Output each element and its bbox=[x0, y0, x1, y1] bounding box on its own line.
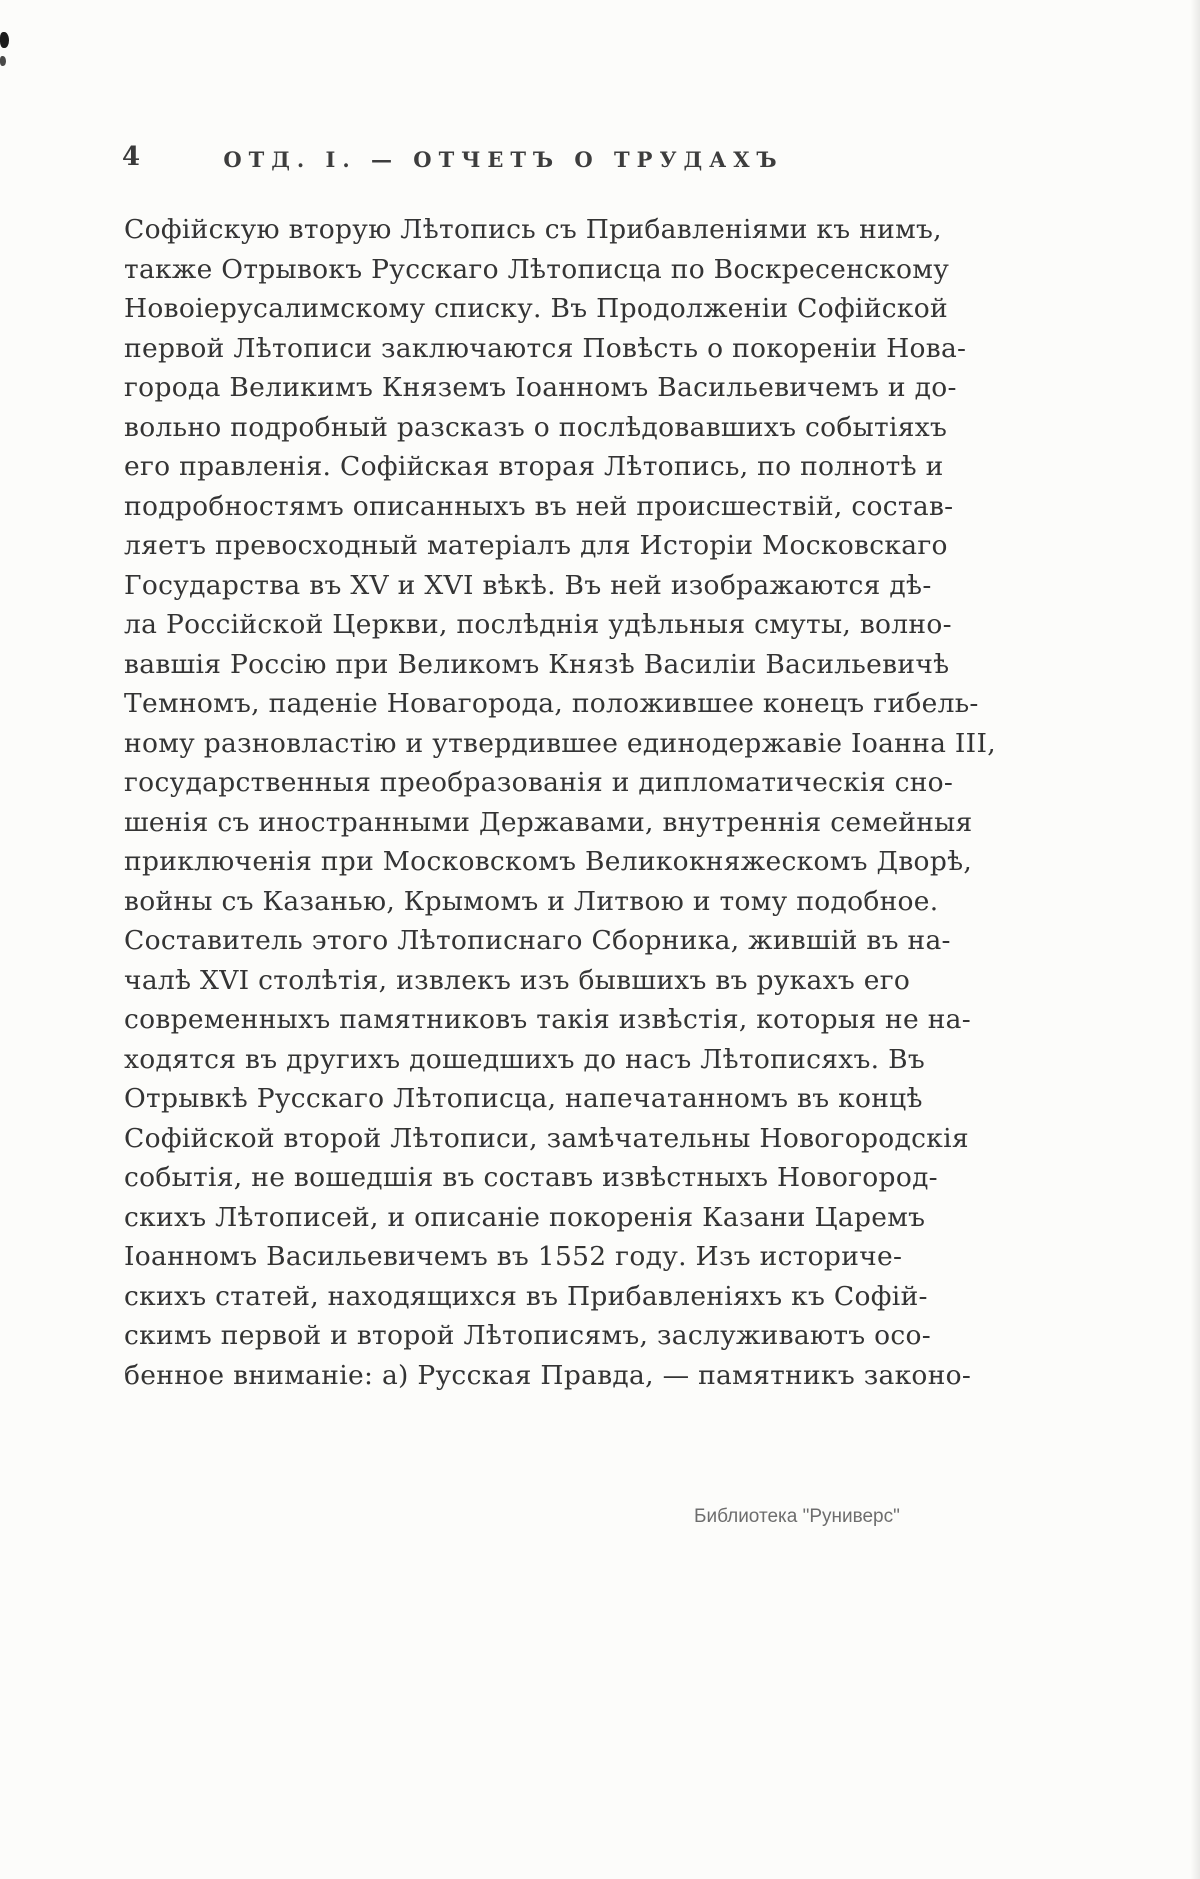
text-line: Государства въ XV и XVI вѣкѣ. Въ ней изображаются дѣ- bbox=[124, 569, 932, 601]
text-line: бенное вниманіе: а) Русская Правда, — памятникъ законо- bbox=[124, 1359, 972, 1391]
library-watermark: Библиотека "Руниверс" bbox=[694, 1506, 900, 1527]
text-line: Составитель этого Лѣтописнаго Сборника, жившій въ на- bbox=[124, 925, 951, 956]
text-line: современныхъ памятниковъ такія извѣстія, которыя не на- bbox=[124, 1004, 972, 1035]
text-line: Новоіерусалимскому списку. Въ Продолженіи Софійской bbox=[124, 293, 949, 324]
text-line: города Великимъ Княземъ Іоанномъ Васильевичемъ и до- bbox=[124, 372, 957, 403]
text-line: Софійской второй Лѣтописи, замѣчательны Новогородскія bbox=[124, 1122, 969, 1154]
text-line: Іоанномъ Васильевичемъ въ 1552 году. Изъ историче- bbox=[124, 1241, 903, 1272]
text-line: шенія съ иностранными Державами, внутреннія семейныя bbox=[124, 806, 973, 838]
text-line: чалѣ XVI столѣтія, извлекъ изъ бывшихъ въ рукахъ его bbox=[124, 964, 911, 996]
body-text bbox=[124, 210, 996, 1395]
text-line: ла Россійской Церкви, послѣднія удѣльныя смуты, волно- bbox=[124, 609, 952, 640]
text-line: государственныя преобразованія и дипломатическія сно- bbox=[124, 767, 954, 798]
text-line: вольно подробный разсказъ о послѣдовавшихъ событіяхъ bbox=[124, 411, 948, 443]
text-line: также Отрывокъ Русскаго Лѣтописца по Воскресенскому bbox=[124, 253, 950, 285]
scan-edge-shadow bbox=[1190, 0, 1200, 1879]
text-line: приключенія при Московскомъ Великокняжескомъ Дворѣ, bbox=[124, 846, 973, 877]
text-line: Софійскую вторую Лѣтопись съ Прибавленіями къ нимъ, bbox=[124, 214, 942, 245]
text-line: подробностямъ описанныхъ въ ней происшествій, состав- bbox=[124, 490, 954, 522]
page-number: 4 bbox=[122, 142, 141, 172]
text-line: его правленія. Софійская вторая Лѣтопись, по полнотѣ и bbox=[124, 451, 944, 482]
text-line: скихъ статей, находящихся въ Прибавленіяхъ къ Софій- bbox=[124, 1280, 928, 1312]
running-header: ОТД. I. — ОТЧЕТЪ О ТРУДАХЪ bbox=[223, 147, 784, 172]
text-line: первой Лѣтописи заключаются Повѣсть о покореніи Нова- bbox=[124, 332, 967, 364]
text-line: вавшія Россію при Великомъ Князѣ Василіи Васильевичѣ bbox=[124, 648, 950, 680]
text-line: Отрывкѣ Русскаго Лѣтописца, напечатанномъ въ концѣ bbox=[124, 1083, 923, 1114]
text-line: скимъ первой и второй Лѣтописямъ, заслуживаютъ осо- bbox=[124, 1320, 932, 1351]
text-line: ляетъ превосходный матеріалъ для Исторіи Московскаго bbox=[124, 530, 948, 561]
text-line: событія, не вошедшія въ составъ извѣстныхъ Новогород- bbox=[124, 1162, 938, 1193]
text-line: войны съ Казанью, Крымомъ и Литвою и тому подобное. bbox=[124, 885, 939, 917]
text-line: Темномъ, паденіе Новагорода, положившее конецъ гибель- bbox=[124, 688, 979, 719]
scan-artifact bbox=[0, 56, 6, 66]
text-line: скихъ Лѣтописей, и описаніе покоренія Казани Царемъ bbox=[124, 1201, 926, 1233]
scan-artifact bbox=[0, 32, 9, 48]
text-line: ному разновластію и утвердившее единодержавіе Іоанна III, bbox=[124, 727, 996, 759]
text-line: ходятся въ другихъ дошедшихъ до насъ Лѣтописяхъ. Въ bbox=[124, 1043, 926, 1075]
